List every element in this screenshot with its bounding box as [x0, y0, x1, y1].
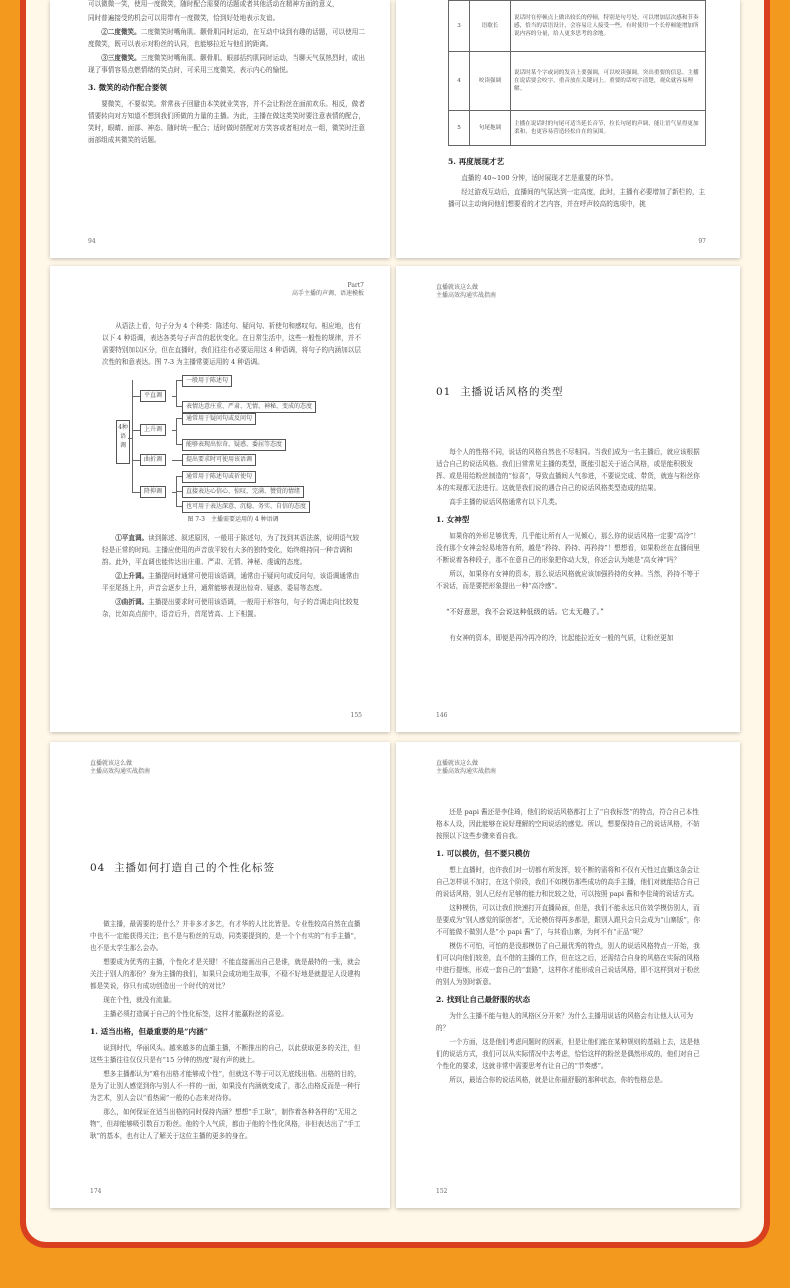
paragraph: 模仿不可怕，可怕的是没那模仿了自己最优秀的特点，别人的说话风格特点一开始，我们可以向他们较差，直不借的主播的工作，但在这之后，还需结合自身的风格在实际的风格中进行提炼，形成一套自己的“套路”，这样你才能形成自己说话风格，即不这样到对于粉丝的别人为别时新意。 [436, 942, 700, 986]
page-number: 94 [88, 238, 96, 245]
section-heading: 1. 女神型 [436, 515, 470, 524]
page-number: 146 [436, 712, 448, 719]
paragraph: 主播必须打造属于自己的个性化标签，这样才能赢粉丝的喜爱。 [103, 1010, 288, 1018]
section-heading: 2. 找到让自己最舒服的状态 [436, 995, 531, 1004]
diagram-group: 曲折调 [140, 454, 166, 466]
chapter-title: 主播如何打造自己的个性化标签 [114, 862, 276, 874]
book-subtitle: 主播高效沟通实战指南 [436, 292, 497, 299]
book-page-94 [50, 0, 390, 258]
diagram-item: 提出要求时可使用该语调 [182, 454, 256, 466]
chapter-title: 主播说话风格的类型 [460, 386, 564, 398]
book-page-97 [396, 0, 740, 258]
diagram-item: 也可用于表达深意、沉稳、务实、自信的态度 [182, 501, 310, 513]
book-page-152 [396, 742, 740, 1208]
paragraph: 经过游戏互动后，直播间的气氛达到一定高度，此时，主播有必要增加了新栏的，主播可以主动询问他们想要看的才艺内容，并在呼声较高的选项中，挑 [448, 188, 706, 208]
figure-caption: 图 7-3 主播需要运用的 4 种语调 [187, 516, 279, 523]
page-number: 97 [698, 238, 706, 245]
diagram-group: 平直调 [140, 390, 166, 402]
paragraph: 可以微微一笑，使用一度微笑，随时配合需要的话题或者其他活动在精神方面的意义， [88, 0, 339, 8]
book-subtitle: 主播高效沟通实战指南 [90, 768, 151, 775]
intonation-table [448, 0, 706, 146]
paragraph: 有女神的资本，即便是再冷再冷的冷，比起能拉近女一般的气质，让粉丝更加 [449, 634, 674, 642]
chapter-number: 04 [90, 862, 106, 874]
book-title: 直播就该这么做 [90, 760, 133, 767]
page-number: 152 [436, 1188, 448, 1195]
paragraph: 说到时代，华丽风头。越来越多的直播主播，不断推出的自己，以此获取更多的关注，但这些主播往往仅仅只是有“15 分钟的热度”现有声的就上。 [90, 1044, 361, 1064]
quote: “不好意思，我不会说这种低级的话。它太无趣了。” [446, 608, 604, 616]
chapter-title-block [436, 386, 704, 398]
paragraph: ②二度微笑。二度微笑时嘴角肌、颧骨肌同时运动，在互动中谈到有趣的话题，可以使用二度微笑，既可以表示对粉丝的认同，也能够拉近与他们的距离。 [88, 28, 365, 48]
diagram-group: 上升调 [140, 424, 166, 436]
chapter-number: 01 [436, 386, 452, 398]
part-label: Part7 [347, 282, 364, 289]
paragraph: 一个方面，这是他们考虑问题时的因素，但是让他们能在某种规则的基础上去，这是他们的说话方式，我们可以从实际情况中去考虑，恰恰这样的粉丝是偶然形成的，他们对自己个性化的要求，这就非常中需要思考有让自己的“节奏感”。 [436, 1038, 700, 1070]
book-title: 直播就该这么做 [436, 284, 479, 291]
book-page-155 [50, 266, 390, 732]
table-row: 5 句尾拖调 主播在说话时的句尾可适当延长音节，拉长句尾的声调，能让语气显得更加柔和，也更容易营造轻松自在的氛围。 [449, 111, 706, 146]
table-row: 3 语歇长 说话时在停顿点上做出较长的停顿，特别是句号处，可以增加层次感和节奏感，恰当的话语设计，会容易让人接受一些。有时使用一个长停顿能增加所说内容的分量，给人更多思考的余地。 [449, 1, 706, 52]
paragraph: 要微笑，不要似笑。常常孩子回避由本笑就业笑容，并不会让粉丝在面前欢乐。相反，做者情要转向对方知道不想到我们所做的力量的主播。为此，主播在做这类笑时要注意表情的配合，笑时，眼睛、面部、神态、随时统一配合；适时做时搭配对方笑容或者相对点一组，微笑时注意面部组成其微笑的话题。 [88, 100, 365, 144]
section-heading: 1. 适当出格，但最重要的是“内涵” [90, 1027, 209, 1036]
paragraph: ③曲折调。主播提出要求时可使用该语调，一般用于形容句，句子的音调走向比较复杂，比如高点前中，语音后升，首尾皆高、上下相置。 [102, 598, 360, 618]
paragraph: 从语法上看，句子分为 4 个种类：陈述句、疑问句、祈使句和感叹句。相应地，也有以下 4 种语调，表达各类句子声音的起伏变化。在日常生活中，这些一般性的规律，并不需要特别加以区分，但在直播时，我们往往有必要运用这 4 种语调，将句子的内涵加以层次性的和意表达。图 7-3 为主播常要运用的 4 种语调。 [102, 322, 361, 366]
paragraph: 现在个性，就没有流量。 [103, 996, 176, 1004]
diagram-item: 一般用于陈述句 [182, 375, 232, 387]
paragraph: 所以，最适合你的说话风格，就是让你最舒服的那种状态，你的性格总是。 [449, 1076, 667, 1084]
book-title: 直播就该这么做 [436, 760, 479, 767]
diagram-group: 降抑调 [140, 486, 166, 498]
book-page-174 [50, 742, 390, 1208]
paragraph: 为什么主播不能与他人的风格区分开来？为什么主播用说话的风格会有让他人认可为的？ [436, 1012, 694, 1032]
paragraph: ②上升调。主播提问时通常可使用该语调，通常由于疑问句或反问句，该语调通常由平至尾扬上升，声音会逐步上升，通常能够表现出惊奇、疑惑、委屈等态度。 [102, 572, 360, 592]
book-subtitle: 主播高效沟通实战指南 [436, 768, 497, 775]
paragraph: 每个人的性格不同，说话的风格自然也不尽相同。当我们成为一名主播后，就应该根据适合自己的说话风格。我们日常常见主播的类型，既能引起关于适合风格，或是能积极发挥、或是用给粉丝制造的“惊喜”，导致直播间人气参进，不要说完成、带货，就连与粉丝你本的实现都无法进行。这就是我们说的遇合自己的说话风格类型造成的结果。 [436, 448, 700, 492]
chapter-title-block [90, 862, 364, 874]
paragraph: 还是 papi 酱还是李佳琦，他们的说话风格都打上了“自我标签”的特点，符合自己本性格本人设，因此能够在说好理解的空间说话的感觉。所以，想要保持自己的说话风格，不妨按照以下这些步骤来看自我。 [436, 808, 700, 840]
diagram-root: 4种语调 [116, 420, 130, 464]
paragraph: 想要成为优秀的主播，个性化才是关键！不能直接画出自己是谁，就是最特的一张，就会关注于别人的那份？身为主播的我们，如果只会成功地生故事，不稳不好地是就提足人设建构都是笑说，你只有成功创造出一个时代的对比？ [90, 958, 361, 990]
paragraph: 如果你的外形足够优秀，几乎能让所有人一见倾心，那么你的说话风格一定要“高冷”！没有那个女神会轻易地答有所，越是“矜持、矜持、再矜持”！想想看，如果粉丝在直播间里不断说着各种段子，那不在意自己的形象把你动大发，你还会认为她是“高女神”吗？ [436, 532, 700, 564]
diagram-item: 表情达意庄重、严肃、无情、神秘、变成的态度 [182, 401, 316, 413]
paragraph: 那么，如何保证在适当出格的同时保持内涵？想想“手工耿”，制作着各种各样的“无用之物”，但却能够吸引数百万粉丝。他的个人气质，都由于他的个性化风格，非但表达出了“手工耿”的基本，也有让人了解关于这位主播的更多的身在。 [90, 1108, 361, 1140]
running-header: 高手主播的声调、语速模板 [291, 290, 364, 297]
page-number: 155 [350, 712, 362, 719]
page-number: 174 [90, 1188, 102, 1195]
book-page-146 [396, 266, 740, 732]
paragraph: 所以，如果你有女神的资本，那么说话风格就应该加强矜持的女神。当然，矜持不等于不说话，而是要把形象提出一种“高冷感”。 [436, 570, 700, 590]
paragraph: 做主播，最需要的是什么？并非多才多艺，有才华的人比比皆是。专业性较高自然在直播中也不一定能获得关注；也不是与粉丝的互动，同类要提到的，是一个个有实的“有手主播”，也不是太学生那么会办。 [90, 920, 361, 952]
diagram-item: 能够表现出惊奇、疑惑、委屈等态度 [182, 439, 286, 451]
paragraph: ①平直调。读到陈述、叙述原因，一般用于陈述句，为了找到其语法落，说明语气较轻是正常的时间。主播应使用的声音放平较有大多的独特变化，始终维持同一种音调和韵。此外，平直调也能传达出庄重、严肃、无情、神秘、虔诚的态度。 [102, 534, 360, 566]
diagram-item: 通常用于疑问句或反问句 [182, 413, 256, 425]
section-heading: 3. 微笑的动作配合要领 [88, 83, 167, 92]
paragraph: 高手主播的说话风格通常有以下几类。 [449, 498, 562, 506]
diagram-item: 通常用于陈述句或祈使句 [182, 471, 256, 483]
paragraph: 这种模仿，可以让我们快速打开直播局面，但是，我们不能永远只仿效学模仿别人，而是要成为“别人感觉的原创者”，无论模仿得再多都是，跟别人跟只会只会成为“山寨版”，你不可能做不做别人是“小 papi 酱”了，与其看山寨，为何不有“正品”呢？ [436, 904, 701, 936]
paragraph: 直播的 40~100 分钟，适时展现才艺是重要的环节。 [461, 174, 618, 182]
paragraph: 同时普遍接受的机会可以用带有一度微笑，恰到好处地表示友谊。 [88, 14, 280, 22]
paragraph: 想多主播都认为“难有出格才能够成个性”，但就这不等于可以无底线出格。出格的目的，是为了让别人感觉到你与别人不一样的一面，如果没有内涵就变成了，那么由格反而是一种行为艺术，别人会以“看热闹”一般的心态来对待你。 [90, 1070, 361, 1102]
intonation-diagram [102, 374, 364, 510]
paragraph: ③三度微笑。三度微笑时嘴角肌、颧骨肌、眼部括约肌同时运动，当聊天气氛热烈时，或出现了事情容易点燃情绪的笑点时，可采用三度微笑，表示内心的愉悦。 [88, 54, 365, 74]
table-row: 4 咬读强调 说话时某个字或词的发音上要强调，可以咬读强调，突出重要的信息。主播在说话要会咬字，重音放在关键词上。重要的话咬字清楚，观众就容易理解。 [449, 52, 706, 111]
diagram-item: 直接表达心信心、惊叹、完满、赞赏的情绪 [182, 486, 304, 498]
section-heading: 1. 可以模仿，但不要只模仿 [436, 849, 531, 858]
paragraph: 想上直播时，也许我们对一切都有所发挥，较不断的需将和不仅有天性过直播这条会让自己怎样说不加打，在这个阶段，我们不如模仿那些成功的高手主播，他们对就能结合自己的说话风格，别人已经有足够的能力和比较之处，可以按照 papi 酱和李佳琦的说话方式。 [436, 866, 700, 898]
section-heading: 5. 再度展现才艺 [448, 157, 505, 166]
